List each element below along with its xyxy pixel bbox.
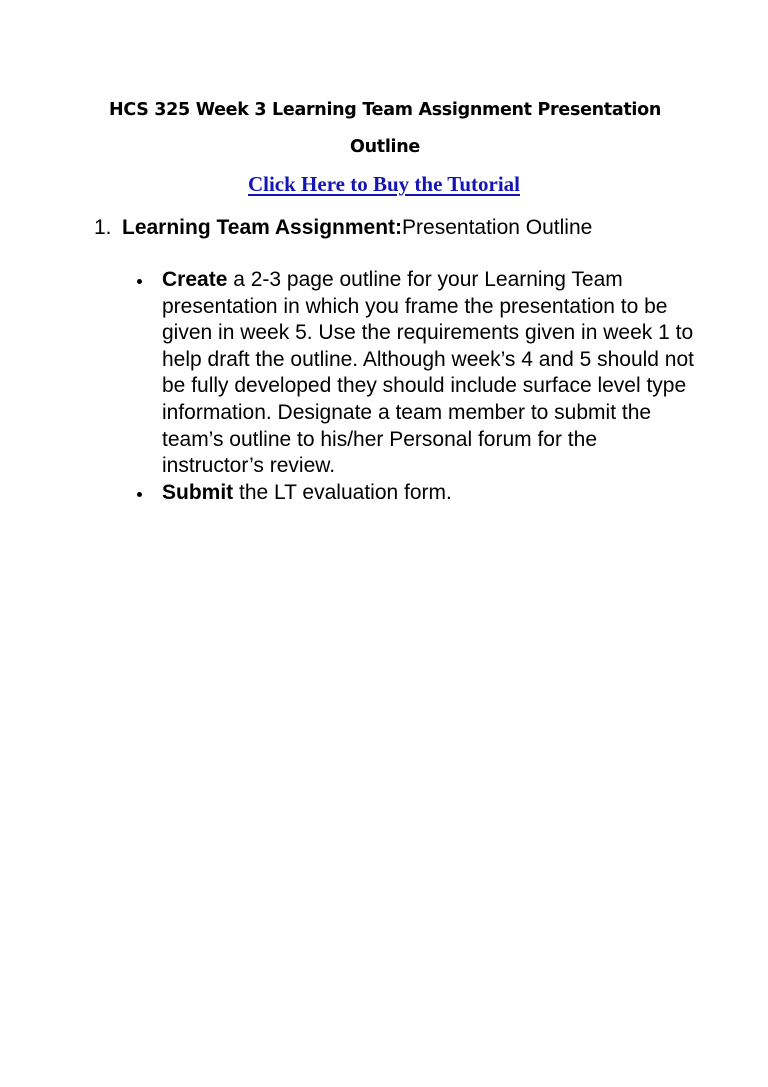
list-item-bold-verb: Submit xyxy=(162,480,234,504)
section-label-rest: Presentation Outline xyxy=(402,216,593,239)
buy-tutorial-link[interactable]: Click Here to Buy the Tutorial xyxy=(247,172,521,196)
list-item-bold-verb: Create xyxy=(162,268,228,291)
bullet-list xyxy=(134,267,694,506)
document-title: HCS 325 Week 3 Learning Team Assignment Presentation Outline xyxy=(108,100,662,157)
list-item-text: a 2-3 page outline for your Learning Team presentation in which you frame the presentation to be given in week 5. Use the requirements given in week 1 to help draft the outline. Although week’s 4 and 5 should not be fully developed they should include surface level type information. Designate a team member to submit the team’s outline to his/her Personal forum for the instructor’s review. xyxy=(162,268,695,478)
section-heading xyxy=(94,214,592,242)
list-item-text: the LT evaluation form. xyxy=(233,480,452,504)
buy-tutorial-link-container xyxy=(0,170,768,198)
bullet-dot-icon xyxy=(137,279,142,284)
list-item xyxy=(134,267,694,480)
bullet-dot-icon xyxy=(137,492,142,497)
section-number: 1. xyxy=(94,216,112,239)
list-item xyxy=(134,480,694,507)
section-label-bold: Learning Team Assignment: xyxy=(122,216,403,239)
